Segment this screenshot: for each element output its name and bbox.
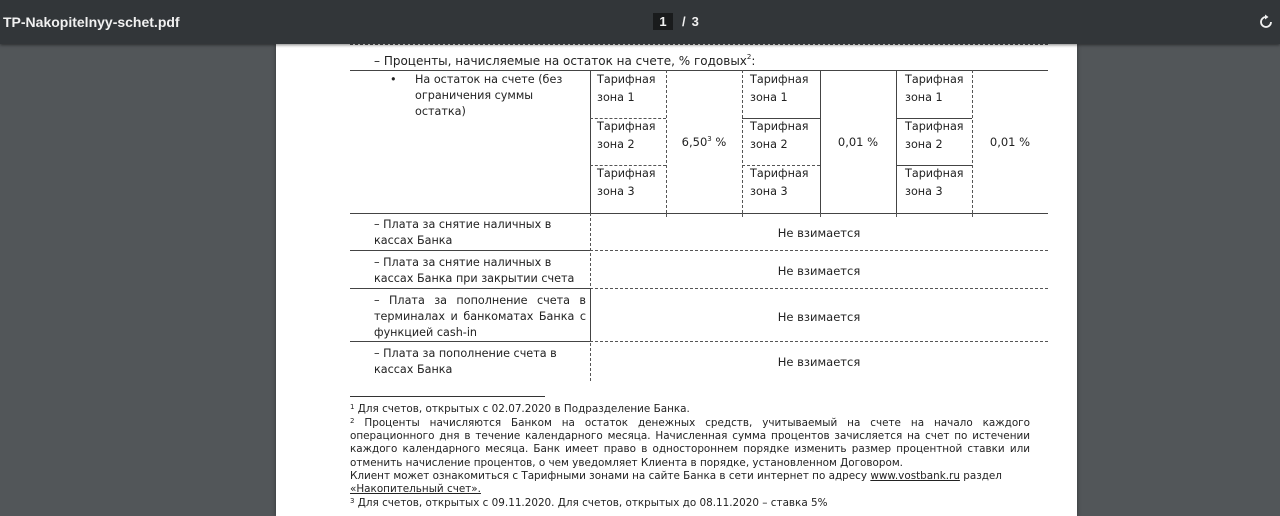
fee-value: Не взимается	[777, 355, 861, 369]
footnote-2	[350, 417, 1030, 470]
current-page-input[interactable]: 1	[653, 13, 673, 30]
fee-label: – Плата за пополнение счета в терминалах и банкоматах Банка с функцией cash-in	[374, 294, 586, 339]
table-border	[350, 213, 1048, 214]
table-border	[590, 288, 1048, 289]
section-heading	[374, 53, 755, 69]
table-border	[972, 213, 973, 217]
tariff-zone-1: Тарифная зона 1	[597, 73, 656, 104]
interest-rate-value: 0,01 %	[989, 135, 1031, 149]
table-border	[590, 70, 591, 213]
rate-unit: %	[711, 135, 727, 149]
table-border	[666, 213, 667, 217]
tariff-zone-3: Тарифная зона 3	[750, 167, 809, 198]
tariff-zone-1: Тарифная зона 1	[750, 73, 809, 104]
table-border	[350, 250, 590, 251]
interest-rate-value	[666, 135, 742, 149]
fee-value: Не взимается	[777, 226, 861, 240]
bullet: •	[390, 73, 397, 86]
rate-number: 6,50	[681, 135, 708, 149]
footnote-number: 3	[350, 497, 355, 505]
tariff-zone-3: Тарифная зона 3	[597, 167, 656, 198]
fee-value: Не взимается	[777, 264, 861, 278]
vostbank-link[interactable]: www.vostbank.ru	[870, 470, 960, 482]
footnote-number: 1	[350, 403, 355, 411]
page-separator: /	[682, 14, 686, 29]
footnote-text: Для счетов, открытых с 02.07.2020 в Подразделение Банка.	[354, 403, 690, 415]
fee-label: – Плата за снятие наличных в кассах Банка при закрытии счета	[374, 256, 575, 285]
table-border	[350, 288, 590, 289]
pdf-page	[276, 44, 1077, 516]
page-indicator	[653, 13, 699, 30]
table-border	[590, 341, 1048, 342]
fee-value: Не взимается	[777, 310, 861, 324]
table-border	[590, 250, 1048, 251]
tariff-zone-2: Тарифная зона 2	[750, 120, 809, 151]
total-pages: 3	[691, 14, 699, 29]
footnote-number: 2	[350, 417, 355, 425]
table-border	[742, 213, 743, 217]
section-heading-text: – Проценты, начисляемые на остаток на счете, % годовых	[374, 54, 747, 68]
savings-account-link[interactable]: «Накопительный счет».	[350, 483, 481, 496]
fee-label: – Плата за снятие наличных в кассах Банка	[374, 218, 552, 247]
footnote-ref[interactable]: 2	[746, 53, 752, 61]
table-border	[350, 341, 590, 342]
table-border	[742, 70, 743, 213]
fee-label: – Плата за пополнение счета в кассах Банка	[374, 347, 557, 376]
table-border	[896, 70, 897, 213]
footnote-text: Проценты начисляются Банком на остаток денежных средств, учитываемый на счете на начало каждого операционного дня в течение календарного месяца. Начисленная сумма процентов зачисляется на счет по истечении каждого календарного месяца. Банк имеет право в одностороннем порядке изменить размер процентной ставки или отменить начисление процентов, о чем уведомляет Клиента в порядке, установленном Договором.	[350, 417, 1030, 469]
footnote-text: раздел	[959, 470, 1002, 482]
tariff-zone-2: Тарифная зона 2	[905, 120, 964, 151]
footnote-text: Для счетов, открытых с 09.11.2020. Для счетов, открытых до 08.11.2020 – ставка 5%	[354, 497, 828, 509]
footnote-ref[interactable]: 3	[707, 135, 712, 143]
divider	[350, 44, 1048, 45]
tariff-zone-1: Тарифная зона 1	[905, 73, 964, 104]
tariff-zone-2: Тарифная зона 2	[597, 120, 656, 151]
table-border	[820, 213, 821, 217]
table-border	[896, 213, 897, 217]
interest-rate-value: 0,01 %	[837, 135, 879, 149]
footnote-1	[350, 403, 1030, 416]
rotate-icon[interactable]	[1258, 14, 1274, 30]
tariff-zone-3: Тарифная зона 3	[905, 167, 964, 198]
footnote-text: Клиент может ознакомиться с Тарифными зонами на сайте Банка в сети интернет по адресу	[350, 470, 871, 482]
section-heading-colon: :	[751, 54, 756, 68]
pdf-toolbar	[0, 0, 1280, 44]
interest-row-label: На остаток на счете (без ограничения суммы остатка)	[415, 73, 563, 118]
footnote-separator	[350, 396, 545, 397]
document-title: TP-Nakopitelnyy-schet.pdf	[3, 14, 180, 30]
footnote-2-continued	[350, 470, 1030, 496]
footnote-3	[350, 497, 1030, 510]
